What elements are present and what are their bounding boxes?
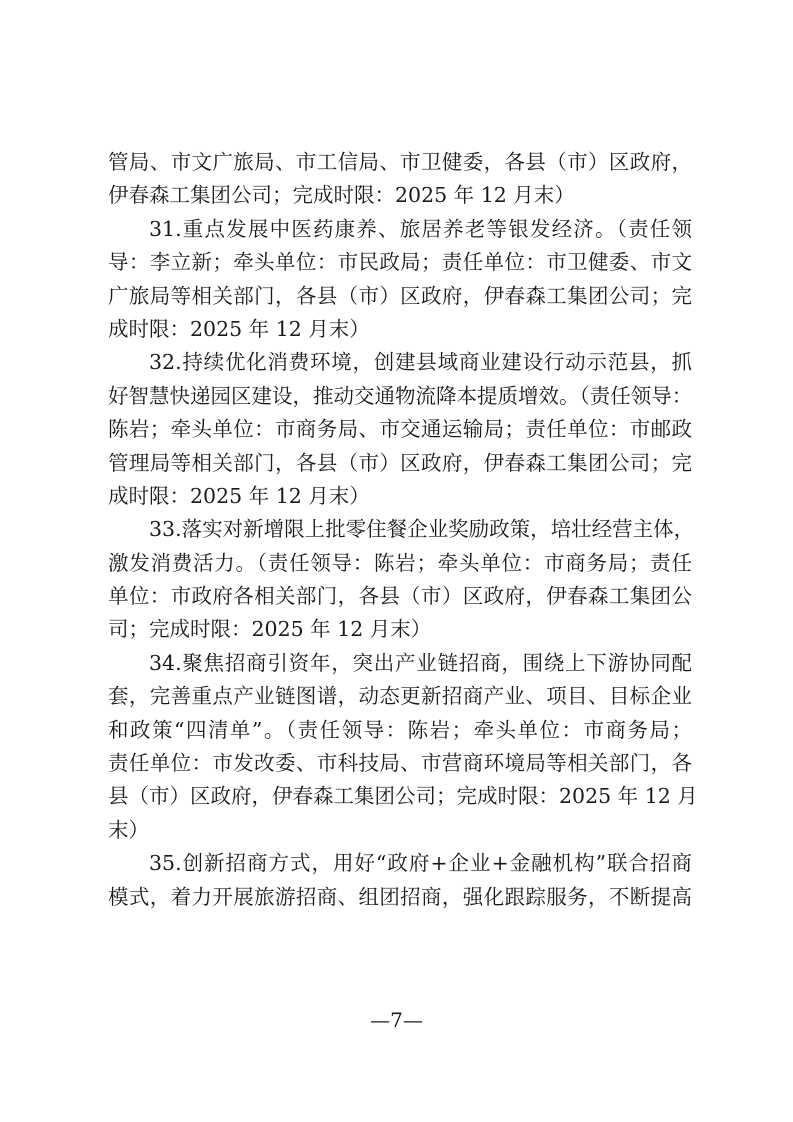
- document-body: [108, 146, 698, 914]
- text-line: 管局、市文广旅局、市工信局、市卫健委，各县（市）区政府，: [108, 150, 692, 174]
- paragraph-item-34: [108, 647, 698, 847]
- text-line: 司；完成时限：2025 年 12 月末）: [108, 617, 432, 642]
- text-line: 好智慧快递园区建设，推动交通物流降本提质增效。（责任领导：: [108, 383, 693, 408]
- text-line: 35.创新招商方式，用好“政府+企业+金融机构”联合招商: [149, 851, 692, 876]
- paragraph-item-35: [108, 847, 692, 914]
- text-line: 陈岩；牵头单位：市商务局、市交通运输局；责任单位：市邮政: [108, 417, 692, 442]
- paragraph-item-33: [108, 513, 695, 647]
- text-line: 伊春森工集团公司；完成时限：2025 年 12 月末）: [108, 183, 575, 208]
- text-line: 模式，着力开展旅游招商、组团招商，强化跟踪服务，不断提高: [108, 884, 692, 909]
- text-line: 32.持续优化消费环境，创建县域商业建设行动示范县，抓: [149, 350, 692, 375]
- paragraph-item-31: [108, 213, 692, 347]
- page-number: —7—: [370, 1008, 423, 1032]
- text-line: 31.重点发展中医药康养、旅居养老等银发经济。（责任领: [149, 216, 692, 241]
- text-line: 管理局等相关部门，各县（市）区政府，伊春森工集团公司；完: [108, 450, 692, 475]
- text-line: 和政策“四清单”。（责任领导：陈岩；牵头单位：市商务局；: [108, 717, 692, 742]
- text-line: 激发消费活力。（责任领导：陈岩；牵头单位：市商务局；责任: [108, 550, 692, 575]
- text-line: 县（市）区政府，伊春森工集团公司；完成时限：2025 年 12 月: [108, 784, 698, 809]
- paragraph-continuation: [108, 146, 692, 213]
- text-line: 34.聚焦招商引资年，突出产业链招商，围绕上下游协同配: [149, 650, 692, 675]
- text-line: 广旅局等相关部门，各县（市）区政府，伊春森工集团公司；完: [108, 283, 692, 308]
- text-line: 末）: [108, 817, 149, 842]
- text-line: 责任单位：市发改委、市科技局、市营商环境局等相关部门，各: [108, 751, 692, 776]
- text-line: 套，完善重点产业链图谱，动态更新招商产业、项目、目标企业: [108, 684, 692, 709]
- text-line: 33.落实对新增限上批零住餐企业奖励政策，培壮经营主体，: [149, 517, 695, 542]
- text-line: 导：李立新；牵头单位：市民政局；责任单位：市卫健委、市文: [108, 250, 692, 275]
- paragraph-item-32: [108, 346, 692, 513]
- text-line: 成时限：2025 年 12 月末）: [108, 316, 370, 341]
- text-line: 成时限：2025 年 12 月末）: [108, 483, 370, 508]
- text-line: 单位：市政府各相关部门，各县（市）区政府，伊春森工集团公: [108, 584, 692, 609]
